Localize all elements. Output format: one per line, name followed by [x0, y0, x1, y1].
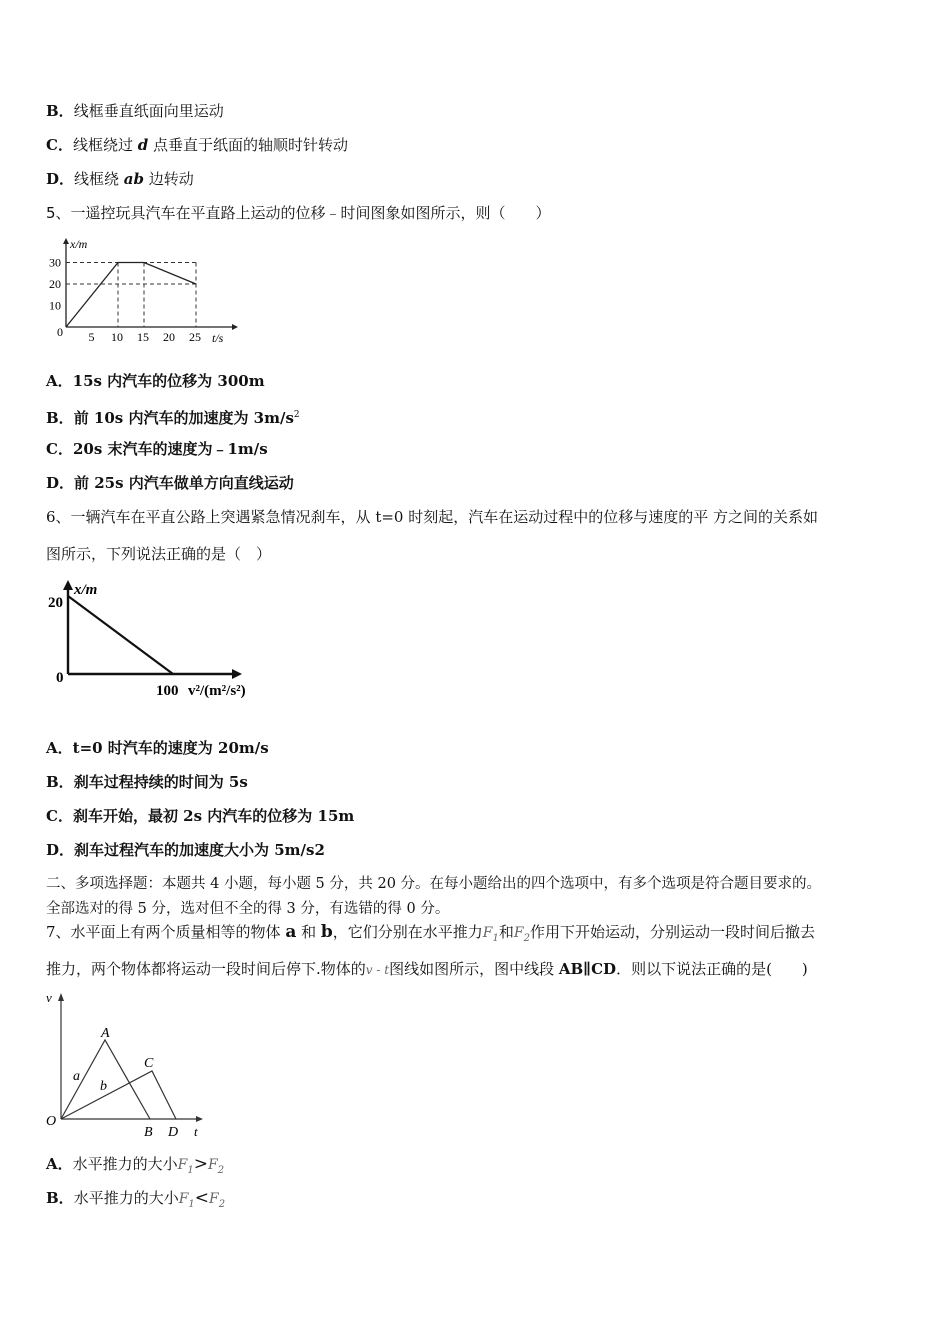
origin-label: 0 — [56, 670, 64, 686]
y-tick-labels — [49, 256, 61, 313]
stem-text: 和 — [296, 923, 321, 941]
stem-text: 图线如图所示，图中线段 — [389, 960, 559, 978]
option-letter: B． — [46, 1189, 74, 1207]
q6-option-c — [46, 806, 354, 826]
x-axis-label: v²/(m²/s²) — [188, 683, 246, 699]
force-symbol: F — [513, 925, 524, 941]
y-tick-label: 20 — [49, 277, 61, 291]
force-symbol: F — [208, 1157, 218, 1173]
force-subscript: 1 — [187, 1164, 194, 1176]
stem-text: ．则以下说法正确的是( ) — [616, 960, 808, 978]
v-t-symbol: v - t — [365, 963, 390, 977]
force-subscript: 2 — [523, 932, 530, 944]
option-text: 水平推力的大小 — [72, 1155, 178, 1173]
q6-option-b — [46, 772, 248, 792]
option-text: 线框垂直纸面向里运动 — [73, 102, 224, 120]
q6-stem-line1: 6、一辆汽车在平直公路上突遇紧急情况刹车，从 t=0 时刻起，汽车在运动过程中的位移与速度的平 方之间的关系如 — [46, 508, 818, 526]
option-text: 水平推力的大小 — [73, 1189, 179, 1207]
edge-ab: ab — [123, 170, 145, 188]
stem-text: 和 — [498, 923, 514, 941]
option-text-post: 点垂直于纸面的轴顺时针转动 — [148, 136, 349, 154]
y-axis-arrow — [63, 580, 73, 590]
x-axis-arrow — [232, 669, 242, 679]
y-axis-arrow — [63, 238, 69, 244]
option-letter: A． — [46, 372, 73, 390]
x-tick-labels — [89, 330, 202, 344]
option-text: 15s 内汽车的位移为 300m — [72, 372, 265, 390]
x-value-label: 100 — [156, 683, 179, 699]
option-letter: B． — [46, 409, 74, 427]
option-letter: A． — [46, 1155, 73, 1173]
q7-stem-line1 — [46, 922, 815, 949]
x-tick-label: 15 — [137, 330, 149, 344]
x-axis-arrow — [232, 324, 238, 330]
point-d: d — [137, 136, 149, 154]
force-symbol: F — [482, 925, 493, 941]
q6-stem-line2: 图所示，下列说法正确的是（ ） — [46, 545, 272, 563]
origin-o-label: O — [46, 1114, 57, 1129]
y-tick-label: 30 — [49, 255, 61, 270]
displacement-line — [66, 263, 196, 328]
dashed-guides — [66, 263, 196, 328]
point-a-label: A — [101, 1026, 110, 1041]
y-axis-label: x/m — [74, 582, 98, 598]
point-b-label: B — [144, 1125, 153, 1140]
x-tick-label: 25 — [189, 330, 201, 344]
y-axis-label: x/m — [70, 237, 88, 251]
force-symbol: F — [209, 1191, 219, 1207]
q4-option-b — [46, 101, 224, 121]
option-text-pre: 线框绕 — [74, 170, 124, 188]
x-tick-label: 20 — [163, 330, 175, 344]
q5-option-a — [46, 371, 265, 391]
t-axis-arrow — [196, 1116, 203, 1122]
option-letter: D． — [46, 841, 75, 859]
x-v2-line — [68, 596, 173, 674]
stem-text: ，它们分别在水平推力 — [332, 923, 483, 941]
q7-option-a — [46, 1154, 224, 1181]
q4-option-d — [46, 169, 194, 189]
point-c-label: C — [144, 1056, 154, 1071]
option-letter: B． — [46, 102, 74, 120]
option-text: 20s 末汽车的速度为﹣1m/s — [72, 440, 268, 458]
force-f1 — [177, 1157, 194, 1176]
origin-label: 0 — [57, 325, 63, 339]
option-letter: D． — [46, 474, 75, 492]
force-f2 — [513, 925, 530, 944]
force-symbol: F — [178, 1191, 189, 1207]
option-letter: A． — [46, 739, 73, 757]
section2-line1: 二、多项选择题：本题共 4 小题，每小题 5 分，共 20 分。在每小题给出的四个选项中，有多个选项是符合题目要求的。 — [46, 876, 822, 892]
force-f2 — [208, 1157, 225, 1176]
force-subscript: 2 — [217, 1164, 225, 1176]
object-b: b — [320, 922, 333, 942]
force-f1 — [178, 1191, 195, 1210]
q6-option-d — [46, 840, 325, 860]
q5-stem: 5、一遥控玩具汽车在平直路上运动的位移﹣时间图象如图所示，则（ ） — [46, 204, 551, 222]
option-text-pre: 线框绕过 — [72, 136, 138, 154]
curve-b-label: b — [100, 1079, 107, 1094]
q7-stem-line2 — [46, 959, 808, 980]
ab-parallel-cd: AB∥CD — [558, 960, 617, 978]
v-label: v — [46, 990, 52, 1005]
option-text: 前 10s 内汽车的加速度为 3m/s — [73, 409, 294, 427]
t-label: t — [194, 1124, 198, 1139]
force-subscript: 1 — [492, 932, 499, 944]
section2-line2: 全部选对的得 5 分，选对但不全的得 3 分，有选错的得 0 分。 — [46, 901, 450, 917]
force-f1 — [482, 925, 499, 944]
q5-option-b — [46, 405, 300, 428]
option-text-post: 边转动 — [144, 170, 194, 188]
option-text: 前 25s 内汽车做单方向直线运动 — [74, 474, 294, 492]
q5-xt-graph — [40, 232, 240, 350]
force-f2 — [209, 1191, 226, 1210]
q6-option-a — [46, 738, 269, 758]
q7-option-b — [46, 1188, 225, 1215]
option-letter: C． — [46, 807, 73, 825]
curve-a-label: a — [73, 1069, 80, 1084]
point-d-label: D — [168, 1125, 179, 1140]
option-letter: B． — [46, 773, 74, 791]
y-value-label: 20 — [48, 595, 63, 611]
force-subscript: 1 — [188, 1198, 195, 1210]
option-text: t=0 时汽车的速度为 20m/s — [72, 739, 269, 757]
comparison-operator: > — [193, 1154, 208, 1174]
object-a: a — [285, 922, 297, 942]
comparison-operator: < — [194, 1188, 210, 1208]
stem-text: 推力，两个物体都将运动一段时间后停下.物体的 — [46, 960, 366, 978]
option-text: 刹车开始，最初 2s 内汽车的位移为 15m — [72, 807, 355, 825]
x-tick-label: 5 — [88, 330, 95, 344]
q5-option-d — [46, 473, 294, 493]
q7-v-t-graph — [40, 988, 215, 1140]
stem-text: 作用下开始运动，分别运动一段时间后撤去 — [530, 923, 816, 941]
superscript: 2 — [293, 410, 300, 420]
v-axis-arrow — [58, 993, 64, 1001]
stem-text: 7、水平面上有两个质量相等的物体 — [46, 923, 286, 941]
option-letter: C． — [46, 440, 73, 458]
force-symbol: F — [177, 1157, 188, 1173]
force-subscript: 2 — [218, 1198, 226, 1210]
q6-x-v2-graph — [40, 574, 270, 709]
q5-option-c — [46, 439, 268, 459]
option-text: 刹车过程持续的时间为 5s — [73, 773, 248, 791]
option-text: 刹车过程汽车的加速度大小为 5m/s2 — [74, 841, 325, 859]
x-tick-label: 10 — [111, 330, 123, 344]
x-axis-label: t/s — [212, 331, 224, 345]
option-letter: D． — [46, 170, 75, 188]
option-letter: C． — [46, 136, 73, 154]
q4-option-c — [46, 135, 348, 155]
y-tick-label: 10 — [49, 298, 61, 313]
